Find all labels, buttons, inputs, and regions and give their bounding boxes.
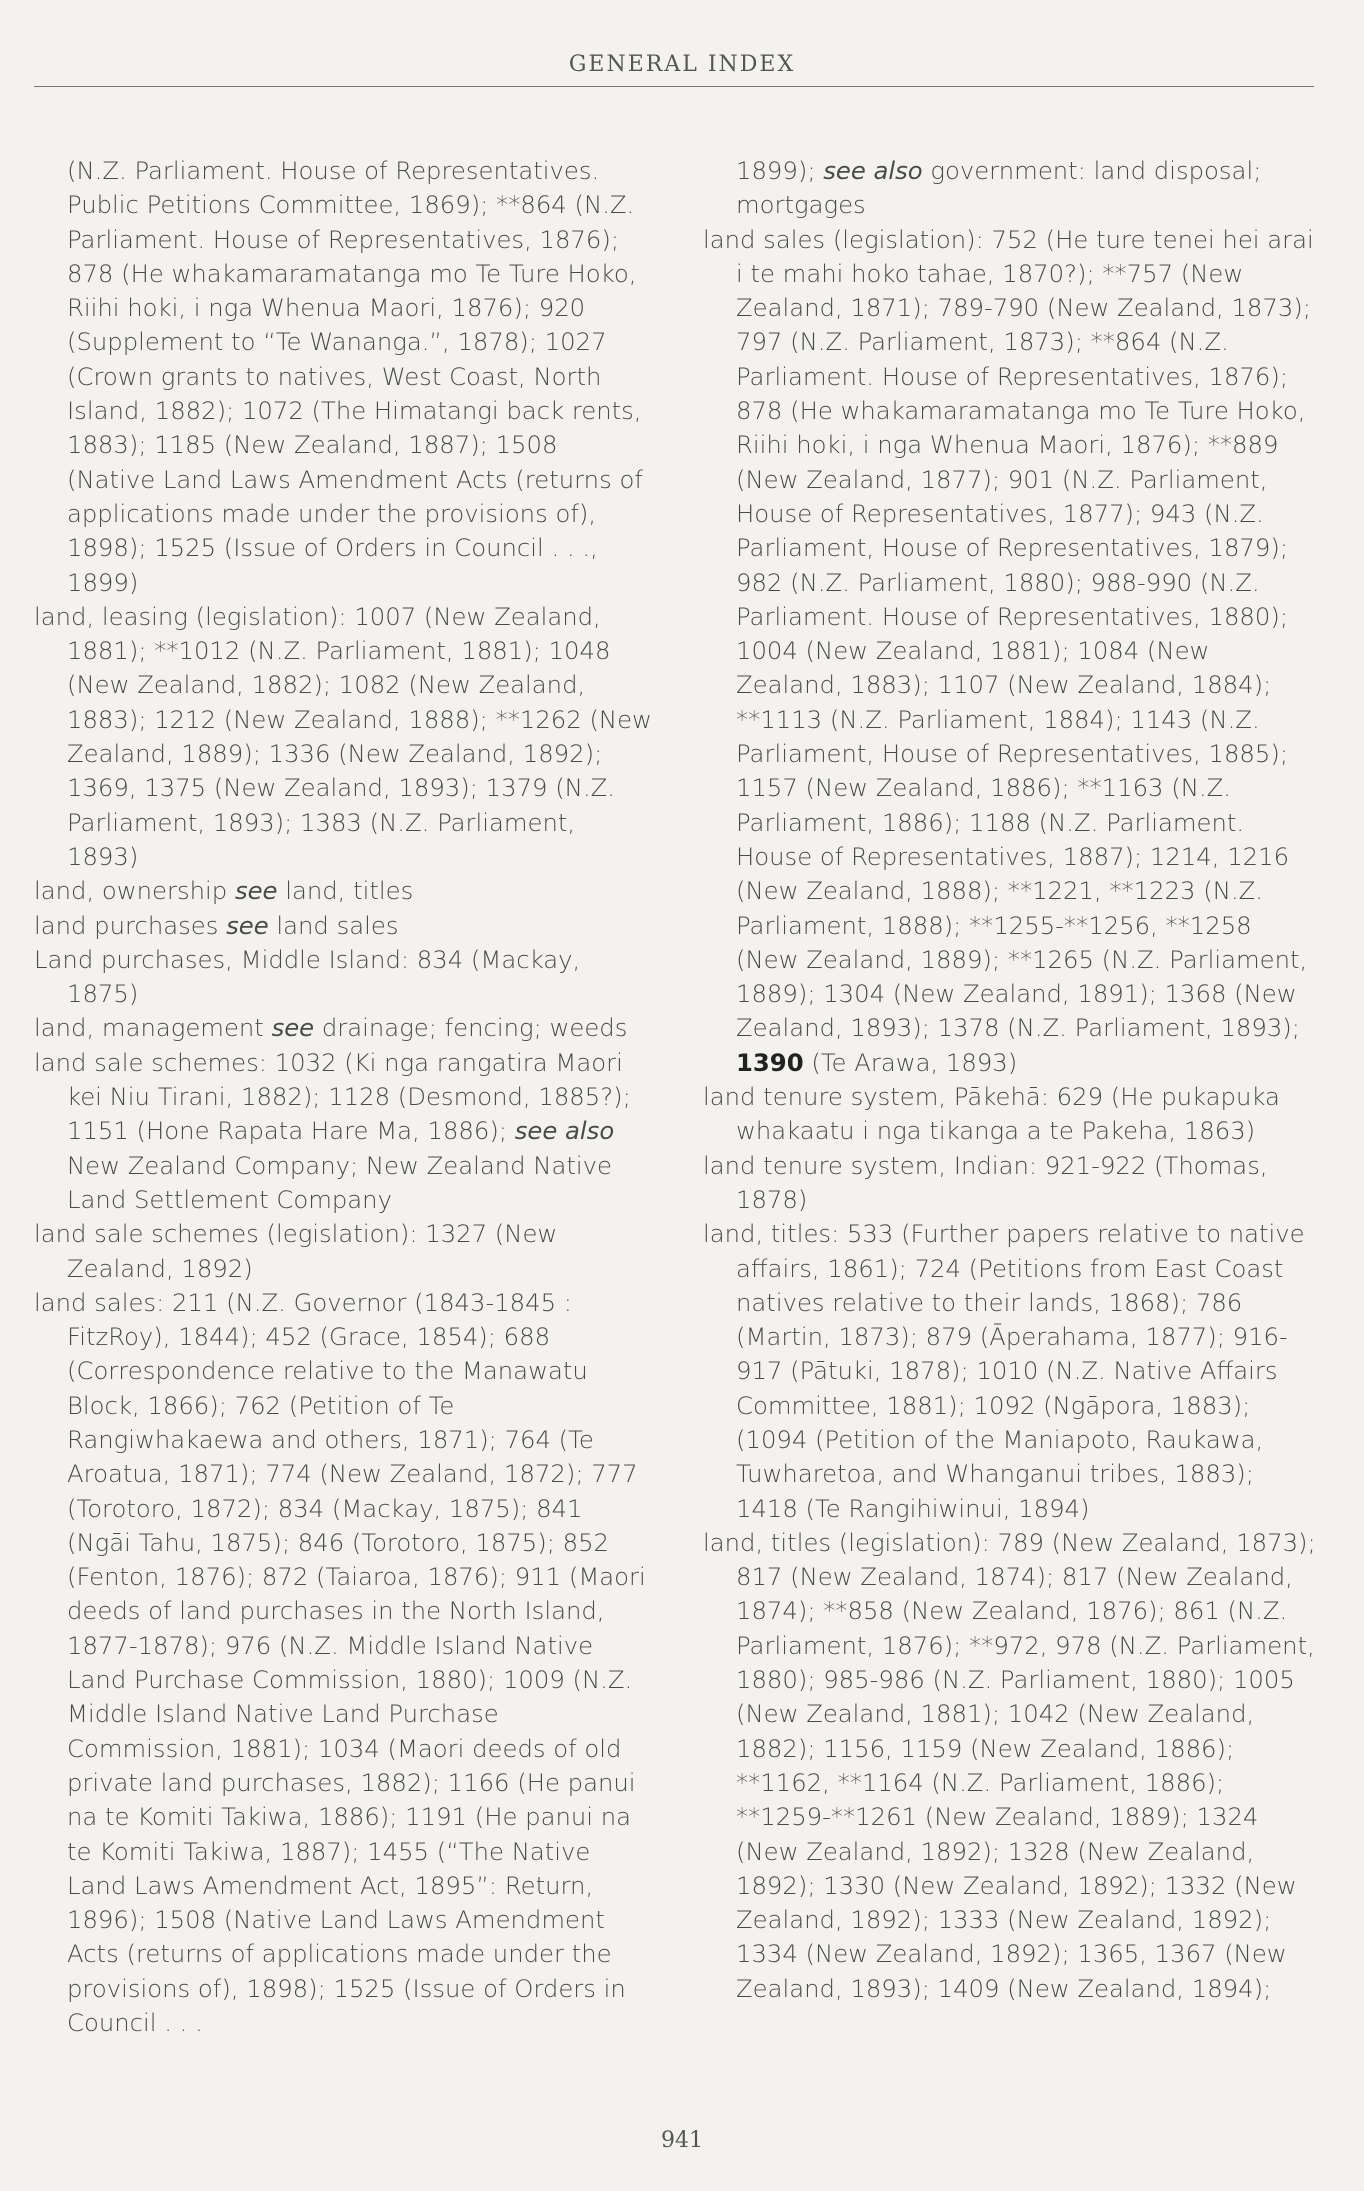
index-entry: land tenure system, Pākehā: 629 (He pukapuka whakaatu i nga tikanga a te Pakeha, 1863)	[703, 1082, 1280, 1146]
header-rule	[34, 86, 1314, 87]
index-entry: land sale schemes (legislation): 1327 (New Zealand, 1892)	[34, 1219, 558, 1283]
entry-text: land, management	[34, 1013, 272, 1043]
index-entry: Land purchases, Middle Island: 834 (Mackay, 1875)	[34, 944, 581, 1009]
entry-text: government: land disposal; mortgages	[736, 156, 1262, 220]
entry-text: land, titles	[277, 876, 414, 906]
bold-page-reference: 1390	[736, 1047, 804, 1077]
see-also-reference: see also	[514, 1116, 615, 1146]
see-reference: see	[271, 1013, 315, 1043]
index-entry-continuation: (N.Z. Parliament. House of Representatives. Public Petitions Committee, 1869); **864 (N.Z. Parliament. House of Representatives, 1876); 878 (He whakamaramatanga mo Te Ture Hoko, Riihi hoki, i nga Whenua Maori, 1876); 920 (Supplement to “Te Wananga.”, 1878); 1027 (Crown grants to natives, West Coast, North Island, 1882); 1072 (The Himatangi back rents, 1883); 1185 (New Zealand, 1887); 1508 (Native Land Laws Amendment Acts (returns of applications made under the provisions of), 1898); 1525 (Issue of Orders in Council . . ., 1899)	[67, 156, 643, 597]
entry-text: land purchases	[34, 910, 227, 940]
see-reference: see	[234, 876, 278, 906]
entry-text: land sale schemes: 1032 (Ki nga rangatira Maori kei Niu Tirani, 1882); 1128 (Desmond, 1885?); 1151 (Hone Rapata Hare Ma, 1886);	[34, 1047, 631, 1146]
index-entry-continuation	[703, 154, 1321, 223]
entry-text: 1899);	[736, 156, 824, 185]
right-column	[703, 154, 1321, 2006]
index-entry: land, titles: 533 (Further papers relative to native affairs, 1861); 724 (Petitions from East Coast natives relative to their lands, 1868); 786 (Martin, 1873); 879 (Āperahama, 1877); 916-917 (Pātuki, 1878); 1010 (N.Z. Native Affairs Committee, 1881); 1092 (Ngāpora, 1883); (1094 (Petition of the Maniapoto, Raukawa, Tuwharetoa, and Whanganui tribes, 1883); 1418 (Te Rangihiwinui, 1894)	[703, 1219, 1305, 1523]
index-entry: land tenure system, Indian: 921-922 (Thomas, 1878)	[703, 1150, 1268, 1214]
index-entry	[34, 874, 652, 908]
index-entry: land, leasing (legislation): 1007 (New Zealand, 1881); **1012 (N.Z. Parliament, 1881); 1048 (New Zealand, 1882); 1082 (New Zealand, 1883); 1212 (New Zealand, 1888); **1262 (New Zealand, 1889); 1336 (New Zealand, 1892); 1369, 1375 (New Zealand, 1893); 1379 (N.Z. Parliament, 1893); 1383 (N.Z. Parliament, 1893)	[34, 601, 652, 871]
see-reference: see	[226, 910, 269, 940]
index-entry: land sales: 211 (N.Z. Governor (1843-1845 : FitzRoy), 1844); 452 (Grace, 1854); 688 (Correspondence relative to the Manawatu Block, 1866); 762 (Petition of Te Rangiwhakaewa and others, 1871); 764 (Te Aroatua, 1871); 774 (New Zealand, 1872); 777 (Torotoro, 1872); 834 (Mackay, 1875); 841 (Ngāi Tahu, 1875); 846 (Torotoro, 1875); 852 (Fenton, 1876); 872 (Taiaroa, 1876); 911 (Maori deeds of land purchases in the North Island, 1877-1878); 976 (N.Z. Middle Island Native Land Purchase Commission, 1880); 1009 (N.Z. Middle Island Native Land Purchase Commission, 1881); 1034 (Maori deeds of old private land purchases, 1882); 1166 (He panui na te Komiti Takiwa, 1886); 1191 (He panui na te Komiti Takiwa, 1887); 1455 (“The Native Land Laws Amendment Act, 1895”: Return, 1896); 1508 (Native Land Laws Amendment Acts (returns of applications made under the provisions of), 1898); 1525 (Issue of Orders in Council . . .	[34, 1287, 646, 2038]
index-entry	[703, 223, 1321, 1080]
entry-text: land sales	[268, 910, 399, 940]
index-entry	[34, 1046, 652, 1217]
entry-text: land sales (legislation): 752 (He ture tenei hei arai i te mahi hoko tahae, 1870?); **757 (New Zealand, 1871); 789-790 (New Zealand, 1873); 797 (N.Z. Parliament, 1873); **864 (N.Z. Parliament. House of Representatives, 1876); 878 (He whakamaramatanga mo Te Ture Hoko, Riihi hoki, i nga Whenua Maori, 1876); **889 (New Zealand, 1877); 901 (N.Z. Parliament, House of Representatives, 1877); 943 (N.Z. Parliament, House of Representatives, 1879); 982 (N.Z. Parliament, 1880); 988-990 (N.Z. Parliament. House of Representatives, 1880); 1004 (New Zealand, 1881); 1084 (New Zealand, 1883); 1107 (New Zealand, 1884); **1113 (N.Z. Parliament, 1884); 1143 (N.Z. Parliament, House of Representatives, 1885); 1157 (New Zealand, 1886); **1163 (N.Z. Parliament, 1886); 1188 (N.Z. Parliament. House of Representatives, 1887); 1214, 1216 (New Zealand, 1888); **1221, **1223 (N.Z. Parliament, 1888); **1255-**1256, **1258 (New Zealand, 1889); **1265 (N.Z. Parliament, 1889); 1304 (New Zealand, 1891); 1368 (New Zealand, 1893); 1378 (N.Z. Parliament, 1893);	[703, 224, 1314, 1043]
left-column	[34, 154, 652, 2040]
index-entry	[34, 1011, 652, 1045]
running-header: GENERAL INDEX	[568, 52, 796, 77]
entry-text: land, ownership	[34, 876, 235, 906]
see-also-reference: see also	[823, 156, 923, 185]
page-number: 941	[661, 2128, 703, 2153]
index-entry: land, titles (legislation): 789 (New Zealand, 1873); 817 (New Zealand, 1874); 817 (New Zealand, 1874); **858 (New Zealand, 1876); 861 (N.Z. Parliament, 1876); **972, 978 (N.Z. Parliament, 1880); 985-986 (N.Z. Parliament, 1880); 1005 (New Zealand, 1881); 1042 (New Zealand, 1882); 1156, 1159 (New Zealand, 1886); **1162, **1164 (N.Z. Parliament, 1886); **1259-**1261 (New Zealand, 1889); 1324 (New Zealand, 1892); 1328 (New Zealand, 1892); 1330 (New Zealand, 1892); 1332 (New Zealand, 1892); 1333 (New Zealand, 1892); 1334 (New Zealand, 1892); 1365, 1367 (New Zealand, 1893); 1409 (New Zealand, 1894);	[703, 1527, 1316, 2003]
index-entry	[34, 909, 652, 943]
entry-text: (Te Arawa, 1893)	[803, 1047, 1018, 1077]
entry-text: New Zealand Company; New Zealand Native Land Settlement Company	[67, 1150, 612, 1214]
entry-text: drainage; fencing; weeds	[314, 1013, 628, 1043]
